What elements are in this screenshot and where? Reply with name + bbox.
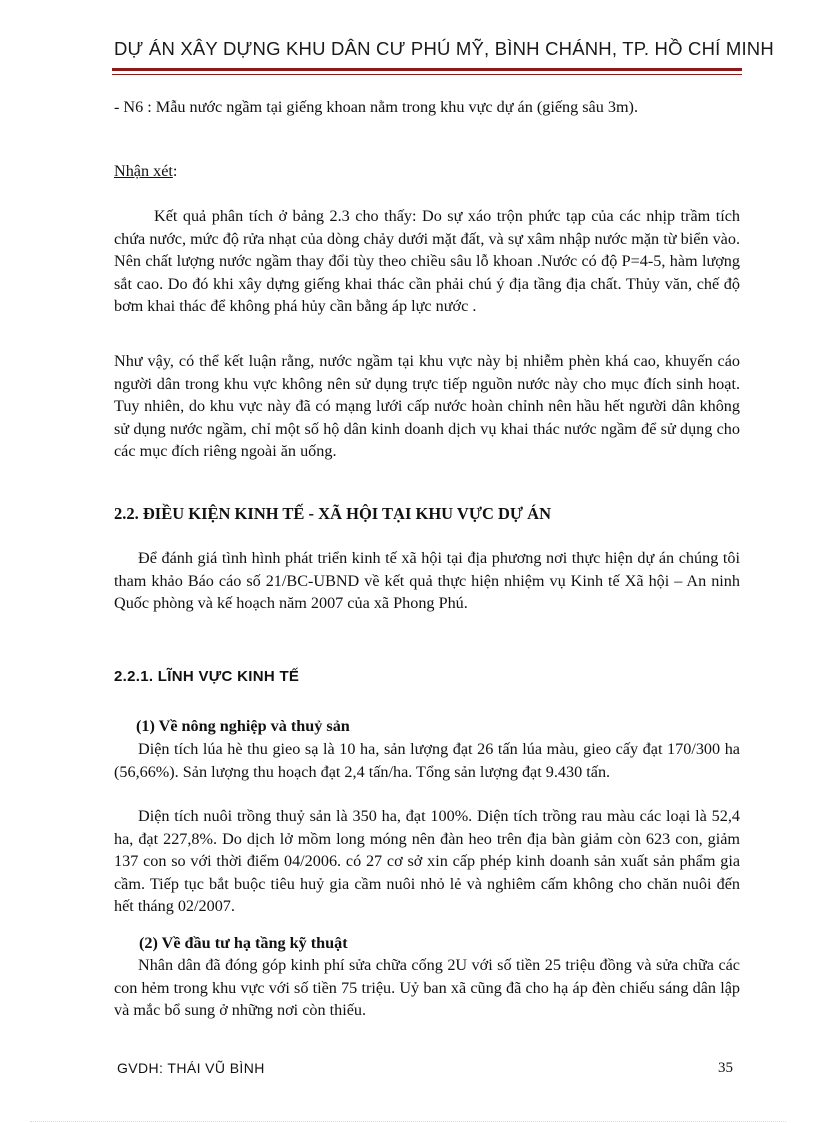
- header-rule-thick: [112, 68, 742, 71]
- item1-heading: (1) Về nông nghiệp và thuỷ sản: [136, 717, 350, 735]
- paragraph-analysis: Kết quả phân tích ở bảng 2.3 cho thấy: Do sự xáo trộn phức tạp của các nhịp trầm tích chứa nước, mức độ rửa nhạt của dòng chảy dưới mặt đất, và sự xâm nhập nước mặn từ biển vào. Nên chất lượng nước ngầm thay đổi tùy theo chiều sâu lỗ khoan .Nước có độ P=4-5, hàm lượng sắt cao. Do đó khi xây dựng giếng khai thác cần phải chú ý địa tầng địa chất. Thủy văn, chế độ bơm khai thác để không phá hủy cần bằng áp lực nước .: [114, 207, 740, 315]
- paragraph-socioeconomic: Để đánh giá tình hình phát triển kinh tế xã hội tại địa phương nơi thực hiện dự án chúng tôi tham khảo Báo cáo số 21/BC-UBND về kết quả thực hiện nhiệm vụ Kinh tế Xã hội – An ninh Quốc phòng và kế hoạch năm 2007 của xã Phong Phú.: [114, 549, 740, 612]
- remark-label: Nhận xét: [114, 162, 173, 180]
- item1-paragraph-rice: Diện tích lúa hè thu gieo sạ là 10 ha, sản lượng đạt 26 tấn lúa màu, gieo cấy đạt 170/300 ha (56,66%). Sản lượng thu hoạch đạt 2,4 tấn/ha. Tổng sản lượng đạt 9.430 tấn.: [114, 740, 740, 781]
- item2-paragraph-infrastructure: Nhân dân đã đóng góp kinh phí sửa chữa cống 2U với số tiền 25 triệu đồng và sửa chữa các con hẻm trong khu vực với số tiền 75 triệu. Uỷ ban xã cũng đã cho hạ áp đèn chiếu sáng dân lập và mắc bổ sung ở những nơi còn thiếu.: [114, 956, 740, 1019]
- section-heading: 2.2. ĐIỀU KIỆN KINH TẾ - XÃ HỘI TẠI KHU VỰC DỰ ÁN: [114, 504, 551, 523]
- header-rule-thin: [112, 74, 742, 75]
- remark-line: [114, 160, 740, 183]
- sample-n6-line: - N6 : Mẫu nước ngầm tại giếng khoan nằm trong khu vực dự án (giếng sâu 3m).: [114, 98, 638, 116]
- document-title: DỰ ÁN XÂY DỰNG KHU DÂN CƯ PHÚ MỸ, BÌNH CHÁNH, TP. HỒ CHÍ MINH: [114, 38, 774, 59]
- page-number: 35: [718, 1060, 733, 1076]
- remark-colon: :: [172, 162, 178, 180]
- subsection-heading: 2.2.1. LĨNH VỰC KINH TẾ: [114, 668, 300, 685]
- item2-heading: (2) Về đầu tư hạ tầng kỹ thuật: [139, 934, 348, 952]
- item1-paragraph-aquaculture: Diện tích nuôi trồng thuỷ sản là 350 ha, đạt 100%. Diện tích trồng rau màu các loại là 52,4 ha, đạt 227,8%. Do dịch lở mồm long móng nên đàn heo trên địa bàn giảm còn 623 con, giảm 137 con so với thời điểm 04/2006. có 27 cơ sở xin cấp phép kinh doanh sản xuất sản phẩm gia cầm. Tiếp tục bắt buộc tiêu huỷ gia cầm nuôi nhỏ lẻ và nghiêm cấm không cho chăn nuôi đến hết tháng 02/2007.: [114, 807, 740, 915]
- advisor-name: GVDH: THÁI VŨ BÌNH: [117, 1060, 265, 1076]
- paragraph-conclusion: Như vậy, có thể kết luận rằng, nước ngầm tại khu vực này bị nhiễm phèn khá cao, khuyến cáo người dân trong khu vực không nên sử dụng trực tiếp nguồn nước này cho mục đích sinh hoạt. Tuy nhiên, do khu vực này đã có mạng lưới cấp nước hoàn chỉnh nên hầu hết người dân không sử dụng nước ngầm, chỉ một số hộ dân kinh doanh dịch vụ khai thác nước ngầm để sử dụng cho các mục đích riêng ngoài ăn uống.: [114, 352, 740, 460]
- page-bottom-dotted-rule: [30, 1121, 786, 1122]
